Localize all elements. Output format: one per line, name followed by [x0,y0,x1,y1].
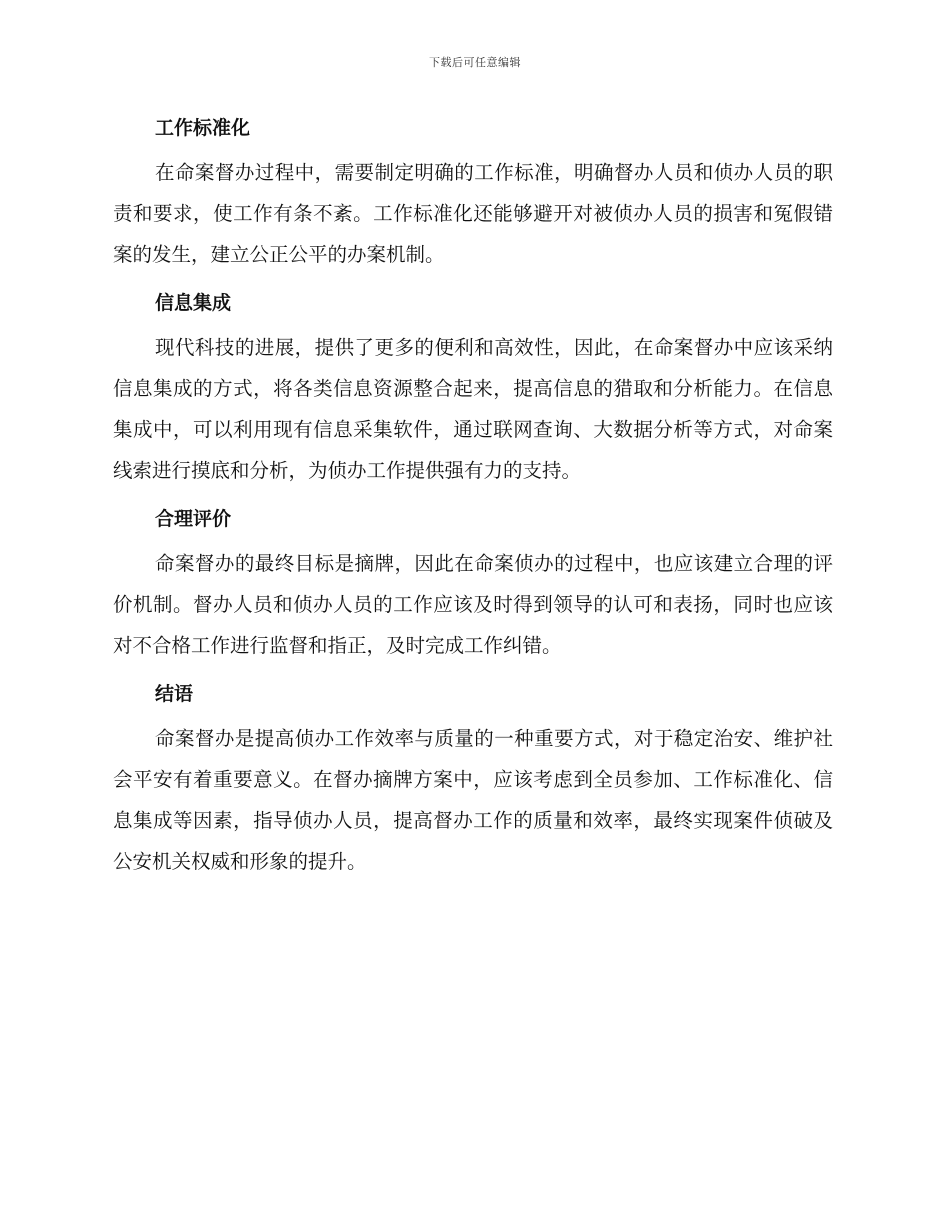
section-paragraph-work-standardization: 在命案督办过程中，需要制定明确的工作标准，明确督办人员和侦办人员的职责和要求，使工作有条不紊。工作标准化还能够避开对被侦办人员的损害和冤假错案的发生，建立公正公平的办案机制。 [113,161,833,266]
section-heading-information-integration: 信息集成 [155,292,232,314]
section-heading-reasonable-evaluation: 合理评价 [155,508,232,530]
section-heading-conclusion: 结语 [155,683,194,705]
document-body [113,108,833,890]
section-heading-work-standardization: 工作标准化 [155,117,251,139]
section-paragraph-information-integration: 现代科技的进展，提供了更多的便利和高效性，因此，在命案督办中应该采纳信息集成的方式，将各类信息资源整合起来，提高信息的猎取和分析能力。在信息集成中，可以利用现有信息采集软件，通过联网查询、大数据分析等方式，对命案线索进行摸底和分析，为侦办工作提供强有力的支持。 [113,336,833,482]
page-header: 下载后可任意编辑 [429,56,521,69]
section-paragraph-conclusion: 命案督办是提高侦办工作效率与质量的一种重要方式，对于稳定治安、维护社会平安有着重要意义。在督办摘牌方案中，应该考虑到全员参加、工作标准化、信息集成等因素，指导侦办人员，提高督办工作的质量和效率，最终实现案件侦破及公安机关权威和形象的提升。 [113,727,833,873]
section-paragraph-reasonable-evaluation: 命案督办的最终目标是摘牌，因此在命案侦办的过程中，也应该建立合理的评价机制。督办人员和侦办人员的工作应该及时得到领导的认可和表扬，同时也应该对不合格工作进行监督和指正，及时完成工作纠错。 [113,552,833,657]
